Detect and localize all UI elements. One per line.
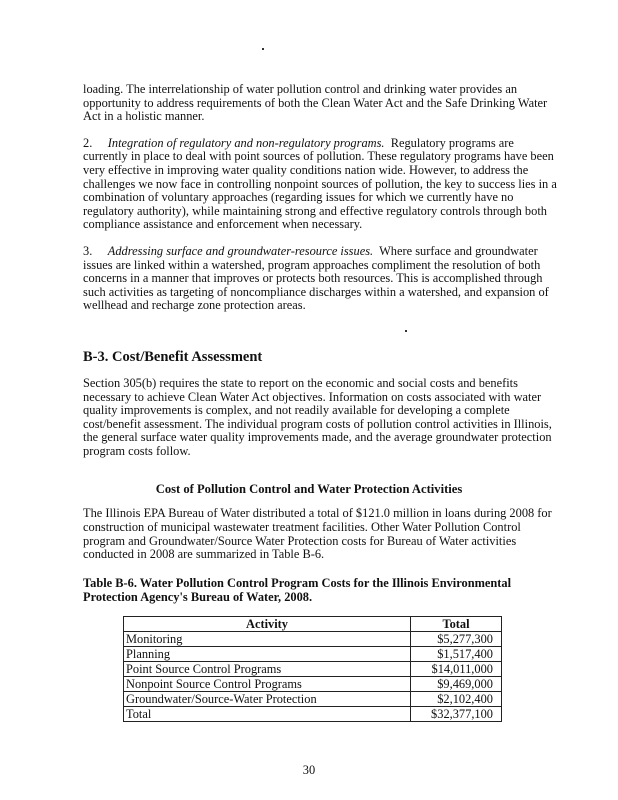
activity-cell: Nonpoint Source Control Programs bbox=[124, 676, 411, 691]
activity-cell: Groundwater/Source-Water Protection bbox=[124, 691, 411, 706]
table-header-row bbox=[124, 616, 502, 631]
total-cell: $2,102,400 bbox=[411, 691, 502, 706]
activity-cell: Monitoring bbox=[124, 631, 411, 646]
activity-cell: Planning bbox=[124, 646, 411, 661]
subsection-body: The Illinois EPA Bureau of Water distributed a total of $121.0 million in loans during 2008 for construction of municipal wastewater treatment facilities. Other Water Pollution Control program and Groundwater/Source Water Protection costs for Bureau of Water activities conducted in 2008 are summarized in Table B-6. bbox=[83, 506, 552, 562]
table-caption: Table B-6. Water Pollution Control Program Costs for the Illinois Environmental Protection Agency's Bureau of Water, 2008. bbox=[83, 575, 512, 604]
item-body: Where surface and groundwater issues are linked within a watershed, program approaches compliment the resolution of both concerns in a manner that improves or protects both resources. This is accomplished through such activities as targeting of noncompliance discharges within a watershed, and expansion of wellhead and recharge zone protection areas. bbox=[83, 243, 549, 313]
item-lead: Integration of regulatory and non-regulatory programs. bbox=[107, 135, 385, 150]
total-cell: $9,469,000 bbox=[411, 676, 502, 691]
table-row bbox=[124, 676, 502, 691]
item-number: 2. bbox=[83, 135, 93, 150]
table-row bbox=[124, 661, 502, 676]
total-cell: $1,517,400 bbox=[411, 646, 502, 661]
page-body bbox=[83, 83, 561, 722]
item-body: Regulatory programs are currently in place to deal with point sources of pollution. These regulatory programs have been very effective in improving water quality conditions nation wide. However, to address the challenges we now face in controlling nonpoint sources of pollution, the key to success lies in a combination of voluntary approaches (regarding issues for which we currently have no regulatory authority), while maintaining strong and effective regulatory controls through both compliance assistance and enforcement when necessary. bbox=[83, 135, 557, 232]
table-row bbox=[124, 691, 502, 706]
total-cell: $14,011,000 bbox=[411, 661, 502, 676]
paragraph-item-2 bbox=[83, 137, 561, 232]
activity-cell: Total bbox=[124, 706, 411, 721]
total-cell: $5,277,300 bbox=[411, 631, 502, 646]
paragraph-intro: loading. The interrelationship of water pollution control and drinking water provides an opportunity to address requirements of both the Clean Water Act and the Safe Drinking Water Act in a holistic manner. bbox=[83, 82, 548, 124]
cost-table bbox=[123, 616, 502, 722]
header-total: Total bbox=[411, 616, 502, 631]
table-row bbox=[124, 646, 502, 661]
total-cell: $32,377,100 bbox=[411, 706, 502, 721]
table-row-total bbox=[124, 706, 502, 721]
table-row bbox=[124, 631, 502, 646]
subsection-heading: Cost of Pollution Control and Water Protection Activities bbox=[155, 482, 463, 497]
section-heading: B-3. Cost/Benefit Assessment bbox=[83, 348, 263, 365]
activity-cell: Point Source Control Programs bbox=[124, 661, 411, 676]
item-number: 3. bbox=[83, 243, 93, 258]
page-number: 30 bbox=[302, 763, 316, 777]
paragraph-item-3 bbox=[83, 245, 561, 313]
header-activity: Activity bbox=[124, 616, 411, 631]
section-body: Section 305(b) requires the state to report on the economic and social costs and benefits necessary to achieve Clean Water Act objectives. Information on costs associated with water quality improvements is complex, and not readily available for developing a complete cost/benefit assessment. The individual program costs of pollution control activities in Illinois, the general surface water quality improvements made, and the average groundwater protection program costs follow. bbox=[83, 375, 552, 458]
scan-speck bbox=[262, 48, 264, 50]
item-lead: Addressing surface and groundwater-resource issues. bbox=[107, 243, 374, 258]
